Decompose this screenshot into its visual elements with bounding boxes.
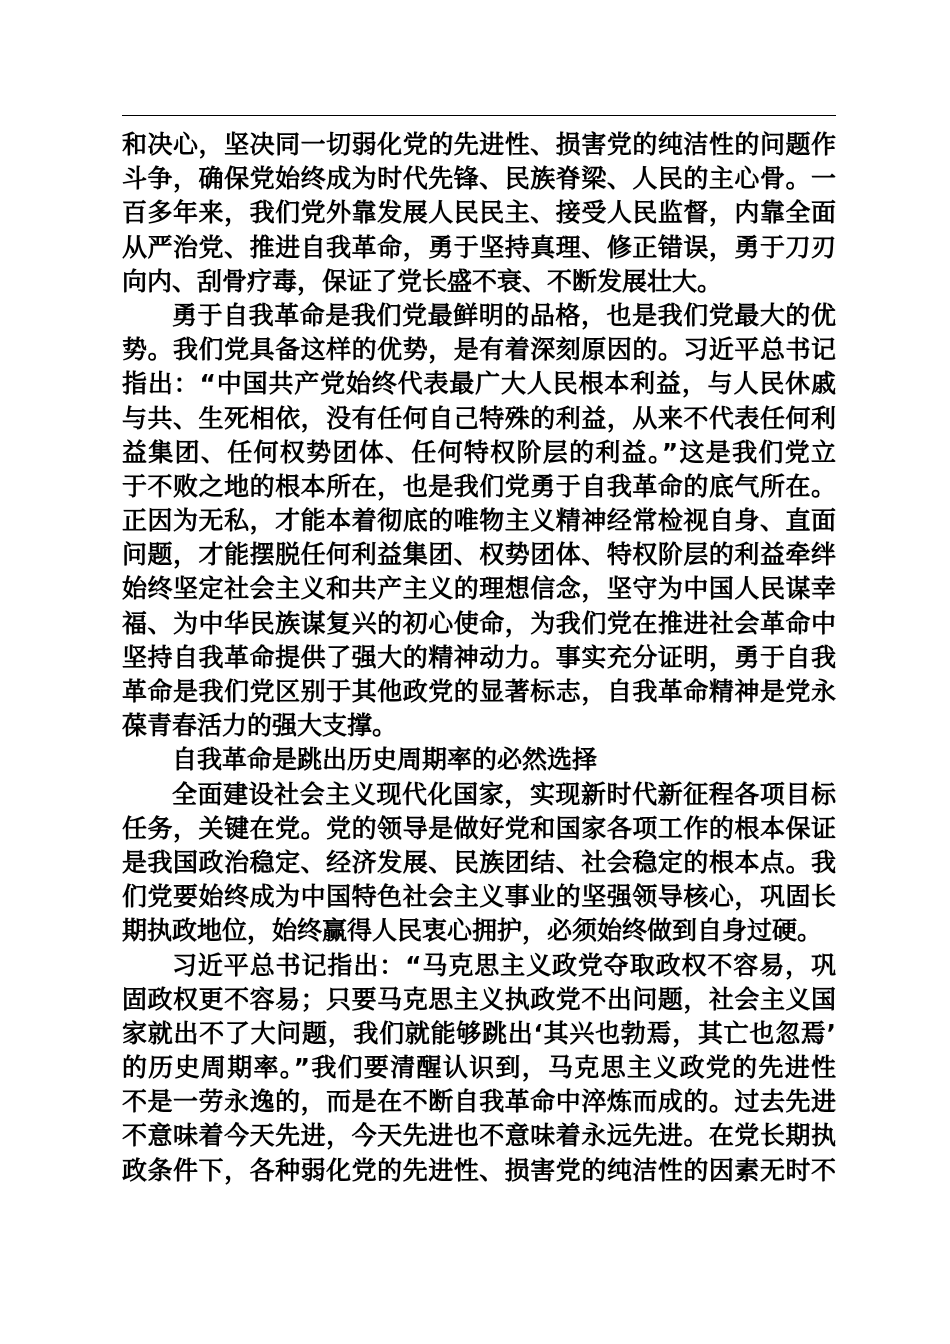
text-line: 自我革命是跳出历史周期率的必然选择: [172, 745, 598, 775]
text-line: 习近平总书记指出：“马克思主义政党夺取政权不容易，巩: [172, 950, 836, 980]
text-line: 革命是我们党区别于其他政党的显著标志，自我革命精神是党永: [122, 677, 836, 706]
text-line: 问题，才能摆脱任何利益集团、权势团体、特权阶层的利益牵绊: [122, 540, 836, 570]
text-line: 家就出不了大问题，我们就能够跳出‘其兴也勃焉，其亡也忽焉’: [122, 1018, 836, 1048]
text-line: 坚持自我革命提供了强大的精神动力。事实充分证明，勇于自我: [122, 642, 836, 672]
text-line: 正因为无私，才能本着彻底的唯物主义精神经常检视自身、直面: [122, 506, 836, 536]
text-line: 任务，关键在党。党的领导是做好党和国家各项工作的根本保证: [122, 813, 836, 843]
text-line: 是我国政治稳定、经济发展、民族团结、社会稳定的根本点。我: [122, 847, 836, 877]
text-line: 始终坚定社会主义和共产主义的理想信念，坚守为中国人民谋幸: [122, 574, 836, 604]
text-line: 勇于自我革命是我们党最鲜明的品格，也是我们党最大的优: [172, 300, 836, 330]
text-line: 固政权更不容易；只要马克思主义执政党不出问题，社会主义国: [122, 984, 836, 1014]
text-line: 政条件下，各种弱化党的先进性、损害党的纯洁性的因素无时不: [122, 1155, 836, 1185]
text-line: 和决心，坚决同一切弱化党的先进性、损害党的纯洁性的问题作: [122, 130, 836, 159]
text-line: 向内、刮骨疗毒，保证了党长盛不衰、不断发展壮大。: [122, 266, 723, 296]
text-line: 益集团、任何权势团体、任何特权阶层的利益。”这是我们党立: [122, 437, 836, 467]
text-line: 势。我们党具备这样的优势，是有着深刻原因的。习近平总书记: [122, 335, 836, 365]
text-line: 期执政地位，始终赢得人民衷心拥护，必须始终做到自身过硬。: [122, 916, 823, 946]
header-rule: [122, 115, 836, 116]
text-line: 从严治党、推进自我革命，勇于坚持真理、修正错误，勇于刀刃: [122, 232, 836, 262]
text-line: 全面建设社会主义现代化国家，实现新时代新征程各项目标: [172, 779, 836, 809]
text-line: 葆青春活力的强大支撑。: [122, 711, 398, 741]
text-line: 们党要始终成为中国特色社会主义事业的坚强领导核心，巩固长: [122, 882, 836, 912]
text-line: 指出：“中国共产党始终代表最广大人民根本利益，与人民休戚: [122, 369, 836, 399]
text-line: 不意味着今天先进，今天先进也不意味着永远先进。在党长期执: [122, 1121, 836, 1151]
text-line: 于不败之地的根本所在，也是我们党勇于自我革命的底气所在。: [122, 471, 836, 501]
text-line: 不是一劳永逸的，而是在不断自我革命中淬炼而成的。过去先进: [122, 1087, 836, 1117]
body-text: [122, 128, 836, 1188]
text-line: 斗争，确保党始终成为时代先锋、民族脊梁、人民的主心骨。一: [122, 164, 836, 194]
text-line: 的历史周期率。”我们要清醒认识到，马克思主义政党的先进性: [122, 1053, 836, 1083]
text-line: 福、为中华民族谋复兴的初心使命，为我们党在推进社会革命中: [122, 608, 836, 638]
text-line: 百多年来，我们党外靠发展人民民主、接受人民监督，内靠全面: [122, 198, 836, 228]
text-line: 与共、生死相依，没有任何自己特殊的利益，从来不代表任何利: [122, 403, 836, 433]
